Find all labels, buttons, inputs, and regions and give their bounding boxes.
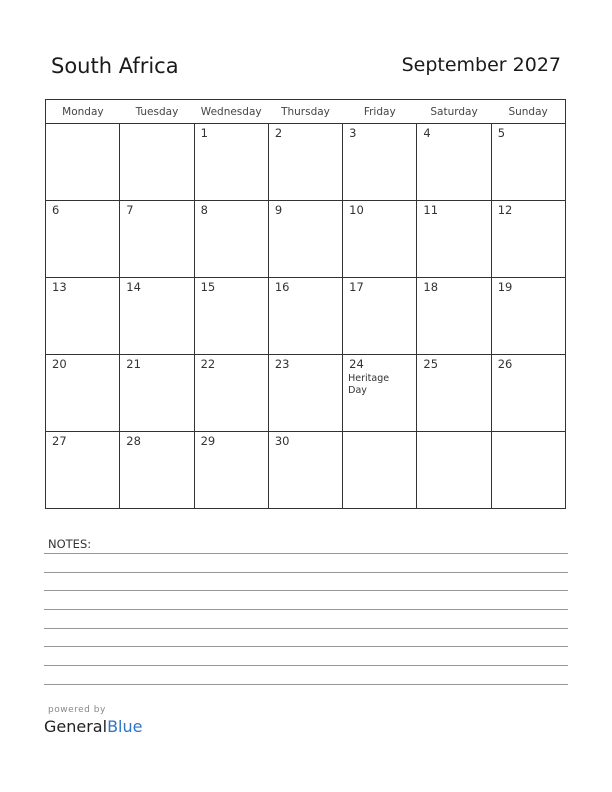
- country-title: South Africa: [51, 54, 179, 78]
- day-cell: [120, 278, 194, 355]
- week-row: [46, 278, 566, 355]
- day-cell: [120, 201, 194, 278]
- day-number: 5: [497, 126, 506, 140]
- day-number: 20: [52, 357, 67, 371]
- week-row: [46, 201, 566, 278]
- day-cell: [417, 355, 491, 432]
- notes-line: [44, 684, 568, 685]
- day-number: 13: [52, 280, 67, 294]
- holiday-label: Heritage Day: [348, 373, 390, 396]
- powered-by-label: powered by: [48, 705, 106, 715]
- day-cell: [343, 201, 417, 278]
- day-number: 2: [274, 126, 283, 140]
- day-cell: [417, 201, 491, 278]
- weekday-thursday: Thursday: [268, 100, 342, 124]
- day-number: 11: [423, 203, 439, 217]
- day-number: 22: [200, 357, 216, 371]
- day-cell: [343, 432, 417, 509]
- day-cell: [491, 432, 565, 509]
- day-number: 8: [200, 203, 208, 217]
- brand-blue-text: Blue: [107, 717, 143, 736]
- day-number: 14: [126, 280, 141, 294]
- day-number: 7: [126, 203, 134, 217]
- day-number: 28: [126, 434, 141, 448]
- day-number: 27: [52, 434, 67, 448]
- day-number: 4: [423, 126, 431, 140]
- day-number: 24: [349, 357, 364, 371]
- day-number: 16: [274, 280, 290, 294]
- day-cell: [194, 201, 268, 278]
- day-cell: [268, 278, 342, 355]
- day-cell: [491, 201, 565, 278]
- day-cell: [120, 124, 194, 201]
- weekday-monday: Monday: [46, 100, 120, 124]
- day-number: 17: [349, 280, 364, 294]
- day-cell: [46, 201, 120, 278]
- day-cell: [46, 355, 120, 432]
- weekday-saturday: Saturday: [417, 100, 491, 124]
- notes-line: [44, 553, 568, 554]
- day-number: 25: [423, 357, 439, 371]
- weekday-tuesday: Tuesday: [120, 100, 194, 124]
- day-number: 26: [497, 357, 513, 371]
- brand-general-text: General: [44, 717, 108, 736]
- notes-line: [44, 628, 568, 629]
- day-cell: [268, 201, 342, 278]
- day-number: 15: [200, 280, 216, 294]
- day-cell: [417, 432, 491, 509]
- weekday-wednesday: Wednesday: [194, 100, 268, 124]
- day-cell: [120, 355, 194, 432]
- day-cell: [120, 432, 194, 509]
- notes-line: [44, 590, 568, 591]
- calendar-header: [51, 54, 561, 84]
- day-cell: [491, 355, 565, 432]
- week-row: [46, 432, 566, 509]
- day-cell-holiday: [343, 355, 417, 432]
- day-cell: [417, 278, 491, 355]
- day-cell: [268, 355, 342, 432]
- week-row: [46, 355, 566, 432]
- day-cell: [194, 355, 268, 432]
- notes-line: [44, 665, 568, 666]
- day-number: 6: [52, 203, 60, 217]
- day-cell: [194, 278, 268, 355]
- weekday-friday: Friday: [343, 100, 417, 124]
- day-cell: [417, 124, 491, 201]
- day-cell: [268, 124, 342, 201]
- generalblue-logo: [44, 717, 142, 736]
- day-cell: [194, 124, 268, 201]
- day-number: 23: [274, 357, 290, 371]
- day-cell: [491, 278, 565, 355]
- day-cell: [343, 278, 417, 355]
- day-number: 21: [126, 357, 141, 371]
- day-number: 9: [274, 203, 283, 217]
- day-number: 19: [497, 280, 513, 294]
- notes-line: [44, 646, 568, 647]
- day-number: 12: [497, 203, 513, 217]
- day-number: 1: [200, 126, 208, 140]
- day-number: 3: [349, 126, 357, 140]
- day-number: 18: [423, 280, 439, 294]
- notes-line: [44, 609, 568, 610]
- day-cell: [343, 124, 417, 201]
- day-cell: [194, 432, 268, 509]
- weekday-sunday: Sunday: [491, 100, 565, 124]
- calendar-grid: [45, 99, 566, 509]
- notes-label: NOTES:: [48, 537, 92, 551]
- month-title: September 2027: [401, 54, 561, 76]
- day-cell: [268, 432, 342, 509]
- notes-line: [44, 572, 568, 573]
- day-number: 30: [274, 434, 290, 448]
- day-number: 29: [200, 434, 216, 448]
- day-cell: [46, 432, 120, 509]
- day-cell: [46, 124, 120, 201]
- day-cell: [46, 278, 120, 355]
- week-row: [46, 124, 566, 201]
- day-cell: [491, 124, 565, 201]
- day-number: 10: [349, 203, 364, 217]
- weekday-header-row: [46, 100, 566, 124]
